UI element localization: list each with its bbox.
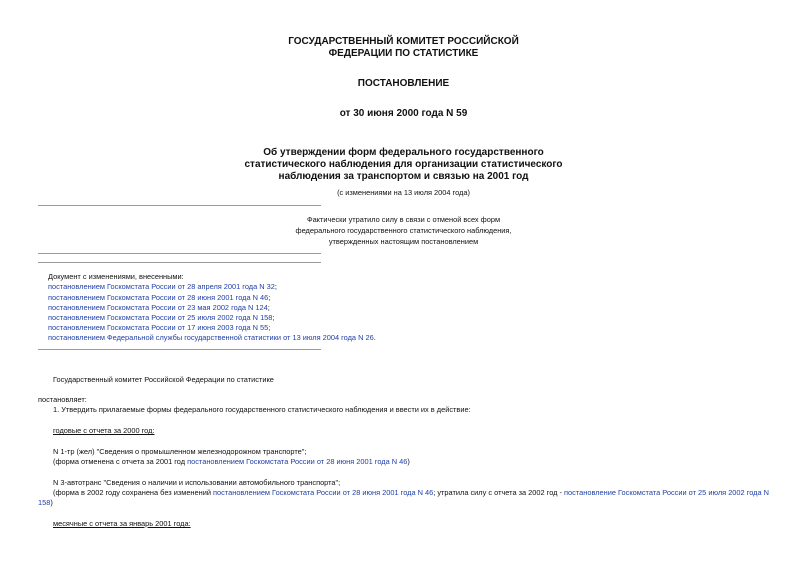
form-1-note xyxy=(53,457,410,467)
changes-item xyxy=(48,303,270,313)
item-1: 1. Утвердить прилагаемые формы федерального государственного статистического наблюдения и ввести их в действие: xyxy=(53,405,471,414)
amendment-link[interactable]: постановлением Госкомстата России от 25 июля 2002 года N 158 xyxy=(48,313,273,322)
divider xyxy=(38,349,321,350)
note-text: ; утратила силу с отчета за 2002 год - xyxy=(433,488,565,497)
punctuation: ; xyxy=(272,313,275,322)
divider xyxy=(38,262,321,263)
punctuation: . xyxy=(373,333,376,342)
amendment-link[interactable]: постановление Госкомстата России от 25 июля 2002 года N xyxy=(564,488,769,497)
invalid-note-line3: утвержденных настоящим постановлением xyxy=(328,237,479,246)
amendment-link[interactable]: постановлением Госкомстата России от 17 июня 2003 года N 55 xyxy=(48,323,269,332)
note-text: (форма отменена с отчета за 2001 год xyxy=(53,457,188,466)
org-name-line1: ГОСУДАРСТВЕННЫЙ КОМИТЕТ РОССИЙСКОЙ xyxy=(288,36,519,47)
doc-date: от 30 июня 2000 года N 59 xyxy=(339,108,468,119)
note-text: ) xyxy=(50,498,53,507)
divider xyxy=(38,205,321,206)
amendment-link[interactable]: постановлением Госкомстата России от 28 июня 2001 года N 46 xyxy=(187,457,408,466)
doc-title-line1: Об утверждении форм федерального государственного xyxy=(263,147,544,158)
amendment-link[interactable]: постановлением Госкомстата России от 28 апреля 2001 года N 32 xyxy=(48,282,275,291)
punctuation: ; xyxy=(268,323,271,332)
changes-item xyxy=(48,333,376,343)
decrees-line: постановляет: xyxy=(38,395,87,404)
form-1-title: N 1-тр (жел) "Сведения о промышленном железнодорожном транспорте"; xyxy=(53,447,307,456)
form-2-note xyxy=(53,488,769,498)
form-2-title: N 3-автотранс "Сведения о наличии и использовании автомобильного транспорта"; xyxy=(53,478,341,487)
amendment-link[interactable]: постановлением Госкомстата России от 28 июня 2001 года N 46 xyxy=(213,488,434,497)
doc-title-line2: статистического наблюдения для организации статистического xyxy=(244,159,563,170)
committee-line: Государственный комитет Российской Федерации по статистике xyxy=(53,375,274,384)
doc-type: ПОСТАНОВЛЕНИЕ xyxy=(357,78,450,89)
note-text: ) xyxy=(407,457,410,466)
monthly-heading: месячные с отчета за январь 2001 года: xyxy=(53,519,191,528)
punctuation: ; xyxy=(267,303,270,312)
changes-intro: Документ с изменениями, внесенными: xyxy=(48,272,184,281)
form-2-note-cont xyxy=(38,498,53,508)
org-name-line2: ФЕДЕРАЦИИ ПО СТАТИСТИКЕ xyxy=(328,48,479,59)
annual-heading: годовые с отчета за 2000 год: xyxy=(53,426,155,435)
amendment-link[interactable]: 158 xyxy=(38,498,51,507)
amendment-link[interactable]: постановлением Федеральной службы государственной статистики от 13 июля 2004 года N 26 xyxy=(48,333,374,342)
divider xyxy=(38,253,321,254)
changes-item xyxy=(48,282,277,292)
changes-item xyxy=(48,293,270,303)
punctuation: ; xyxy=(268,293,271,302)
invalid-note-line2: федерального государственного статистического наблюдения, xyxy=(295,226,512,235)
amendment-link[interactable]: постановлением Госкомстата России от 23 мая 2002 года N 124 xyxy=(48,303,268,312)
punctuation: ; xyxy=(274,282,277,291)
note-text: (форма в 2002 году сохранена без изменений xyxy=(53,488,214,497)
changes-item xyxy=(48,313,274,323)
doc-title-line3: наблюдения за транспортом и связью на 2001 год xyxy=(278,171,529,182)
changes-item xyxy=(48,323,270,333)
amendment-note: (с изменениями на 13 июля 2004 года) xyxy=(337,188,470,197)
invalid-note-line1: Фактически утратило силу в связи с отменой всех форм xyxy=(306,215,501,224)
amendment-link[interactable]: постановлением Госкомстата России от 28 июня 2001 года N 46 xyxy=(48,293,269,302)
